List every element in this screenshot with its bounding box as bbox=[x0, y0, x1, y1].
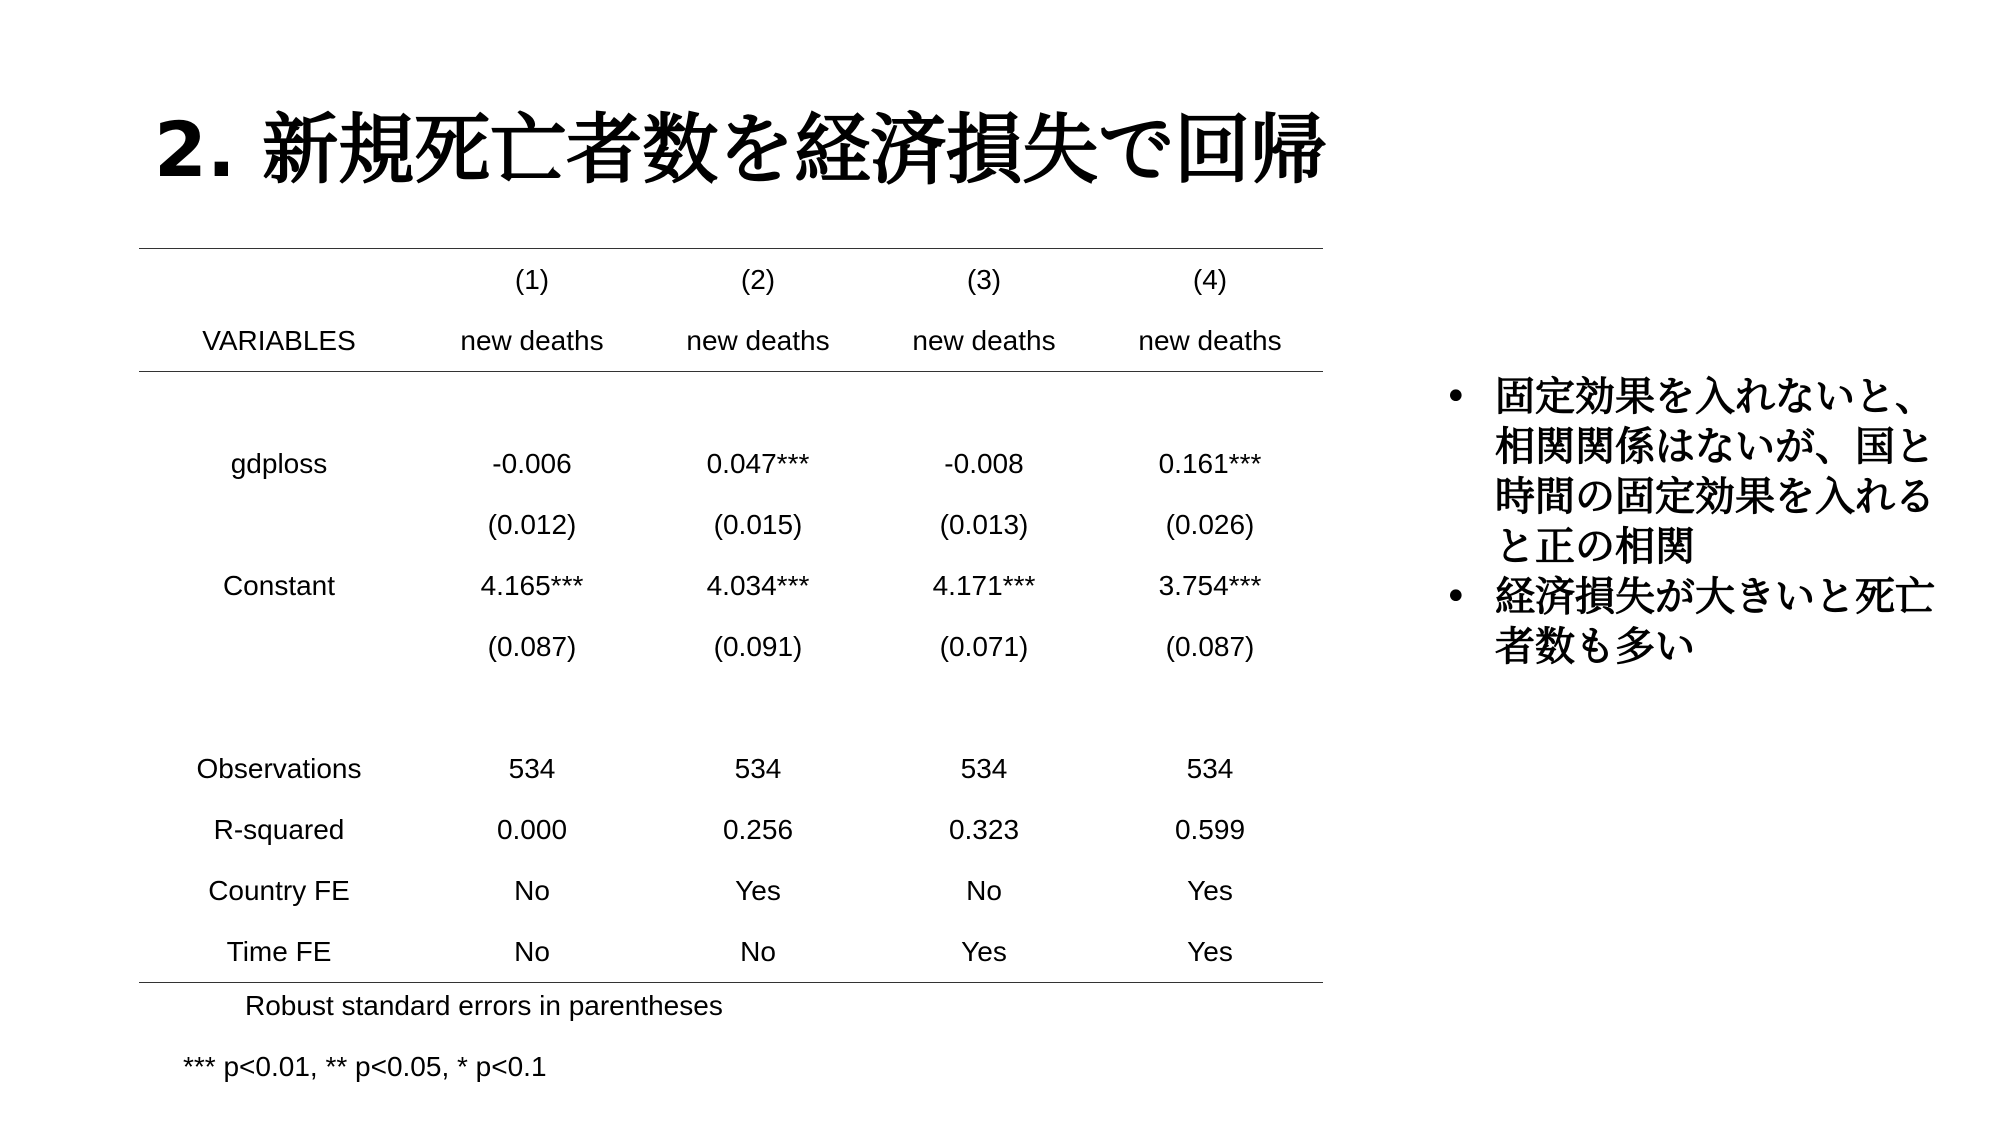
table-cell: 3.754*** bbox=[1158, 569, 1262, 601]
table-cell: Yes bbox=[735, 874, 781, 906]
table-cell: (0.012) bbox=[487, 508, 577, 540]
regression-table bbox=[139, 248, 1323, 983]
table-cell: R-squared bbox=[213, 813, 345, 845]
header-number-cell: (1) bbox=[514, 263, 550, 295]
table-cell: 4.165*** bbox=[480, 569, 584, 601]
header-number-cell: (2) bbox=[740, 263, 776, 295]
bullet-list bbox=[1440, 372, 1940, 672]
table-cell: (0.015) bbox=[713, 508, 803, 540]
table-cell: Constant bbox=[222, 569, 336, 601]
table-cell: 0.599 bbox=[1174, 813, 1246, 845]
table-cell: Country FE bbox=[208, 874, 350, 906]
table-row-country-fe bbox=[139, 860, 1323, 921]
table-spacer bbox=[139, 372, 1323, 433]
table-header-labels bbox=[139, 310, 1323, 371]
table-cell: (0.087) bbox=[1165, 630, 1255, 662]
table-cell: Time FE bbox=[226, 935, 332, 967]
table-cell: No bbox=[514, 935, 550, 967]
header-label-cell: new deaths bbox=[1138, 324, 1282, 356]
table-cell: -0.008 bbox=[944, 447, 1024, 479]
table-spacer bbox=[139, 677, 1323, 738]
bullet-marker: • bbox=[1444, 574, 1468, 620]
table-cell: 534 bbox=[1186, 752, 1234, 784]
table-cell: 534 bbox=[508, 752, 556, 784]
table-cell: 4.171*** bbox=[932, 569, 1036, 601]
header-number-cell: (4) bbox=[1192, 263, 1228, 295]
table-note-standard-errors: Robust standard errors in parentheses bbox=[245, 990, 723, 1021]
table-cell: Yes bbox=[961, 935, 1007, 967]
table-row-gdploss-se bbox=[139, 494, 1323, 555]
table-cell: 0.161*** bbox=[1158, 447, 1262, 479]
table-row-constant bbox=[139, 555, 1323, 616]
table-cell: 4.034*** bbox=[706, 569, 810, 601]
table-cell: -0.006 bbox=[492, 447, 572, 479]
table-cell: 534 bbox=[734, 752, 782, 784]
table-cell: gdploss bbox=[230, 447, 328, 479]
table-cell: (0.091) bbox=[713, 630, 803, 662]
table-row-time-fe bbox=[139, 921, 1323, 982]
table-header-numbers bbox=[139, 249, 1323, 310]
table-cell: Observations bbox=[196, 752, 362, 784]
table-row-constant-se bbox=[139, 616, 1323, 677]
header-number-cell: (3) bbox=[966, 263, 1002, 295]
bullet-text: 経済損失が大きいと死亡者数も多い bbox=[1495, 574, 1935, 670]
table-row-gdploss bbox=[139, 433, 1323, 494]
slide-title: 2. 新規死亡者数を経済損失で回帰 bbox=[154, 105, 1327, 194]
table-bottom-rule bbox=[139, 982, 1323, 983]
bullet-text: 固定効果を入れないと、相関関係はないが、国と時間の固定効果を入れると正の相関 bbox=[1495, 374, 1935, 570]
bullet-marker: • bbox=[1444, 374, 1468, 420]
table-cell: (0.087) bbox=[487, 630, 577, 662]
table-cell: 0.323 bbox=[948, 813, 1020, 845]
table-cell: 0.256 bbox=[722, 813, 794, 845]
table-cell: (0.071) bbox=[939, 630, 1029, 662]
table-cell: 0.000 bbox=[496, 813, 568, 845]
table-cell: Yes bbox=[1187, 935, 1233, 967]
table-cell: 0.047*** bbox=[706, 447, 810, 479]
table-cell: No bbox=[966, 874, 1002, 906]
header-label-cell: new deaths bbox=[686, 324, 830, 356]
table-cell: No bbox=[514, 874, 550, 906]
header-label-cell: new deaths bbox=[460, 324, 604, 356]
table-row-observations bbox=[139, 738, 1323, 799]
header-label-cell: VARIABLES bbox=[202, 324, 356, 356]
header-label-cell: new deaths bbox=[912, 324, 1056, 356]
bullet-item bbox=[1440, 372, 1940, 572]
table-cell: Yes bbox=[1187, 874, 1233, 906]
table-cell: 534 bbox=[960, 752, 1008, 784]
table-cell: No bbox=[740, 935, 776, 967]
table-note-significance: *** p<0.01, ** p<0.05, * p<0.1 bbox=[183, 1051, 547, 1082]
table-row-rsquared bbox=[139, 799, 1323, 860]
table-cell: (0.013) bbox=[939, 508, 1029, 540]
bullet-item bbox=[1440, 572, 1940, 672]
table-cell: (0.026) bbox=[1165, 508, 1255, 540]
